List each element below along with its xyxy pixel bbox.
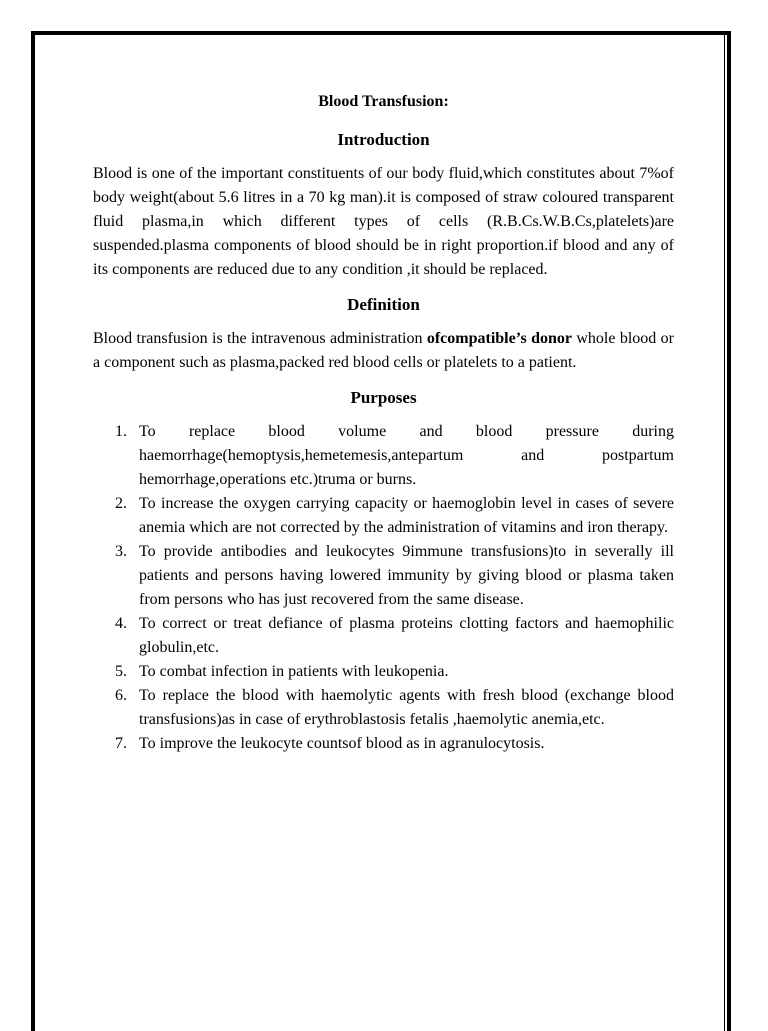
purpose-item: [93, 612, 674, 660]
purposes-heading: Purposes: [350, 388, 417, 407]
definition-text-bold: ofcompatible’s donor: [426, 330, 572, 347]
purpose-number: 5.: [115, 663, 127, 680]
purpose-item: [93, 492, 674, 540]
purpose-number: 2.: [115, 495, 127, 512]
document-body: [93, 90, 674, 756]
definition-text-start: Blood transfusion is the intravenous administration: [93, 330, 427, 347]
introduction-heading: Introduction: [337, 130, 430, 149]
purpose-text: To increase the oxygen carrying capacity or haemoglobin level in cases of severe anemia which are not corrected by the administration of vitamins and iron therapy.: [139, 495, 674, 536]
purpose-item: [93, 660, 674, 684]
definition-heading: Definition: [347, 295, 420, 314]
purpose-text: To replace blood volume and blood pressure during haemorrhage(hemoptysis,hemetemesis,antepartum and postpartum hemorrhage,operations etc.)truma or burns.: [139, 423, 674, 488]
purpose-number: 6.: [115, 687, 127, 704]
introduction-paragraph: Blood is one of the important constituents of our body fluid,which constitutes about 7%of body weight(about 5.6 litres in a 70 kg man).it is composed of straw coloured transparent fluid plasma,in which different types of cells (R.B.Cs.W.B.Cs,platelets)are suspended.plasma components of blood should be in right proportion.if blood and any of its components are reduced due to any condition ,it should be replaced.: [93, 165, 674, 278]
purpose-item: [93, 732, 674, 756]
purposes-list: [93, 420, 674, 756]
purpose-number: 7.: [115, 735, 127, 752]
purpose-text: To combat infection in patients with leukopenia.: [139, 663, 449, 680]
purpose-number: 3.: [115, 543, 127, 560]
purpose-item: [93, 420, 674, 492]
purpose-text: To replace the blood with haemolytic agents with fresh blood (exchange blood transfusions)as in case of erythroblastosis fetalis ,haemolytic anemia,etc.: [139, 687, 674, 728]
purpose-text: To correct or treat defiance of plasma proteins clotting factors and haemophilic globulin,etc.: [139, 615, 674, 656]
purpose-item: [93, 684, 674, 732]
purpose-number: 4.: [115, 615, 127, 632]
document-title: Blood Transfusion:: [318, 93, 449, 110]
definition-paragraph: [93, 327, 674, 375]
purpose-item: [93, 540, 674, 612]
purpose-number: 1.: [115, 423, 127, 440]
definition-text-end: whole blood or a component such as plasma,packed red blood cells or platelets to a patient.: [93, 330, 675, 371]
purpose-text: To provide antibodies and leukocytes 9immune transfusions)to in severally ill patients and persons having lowered immunity by giving blood or plasma taken from persons who has just recovered from the same disease.: [139, 543, 674, 608]
purpose-text: To improve the leukocyte countsof blood as in agranulocytosis.: [139, 735, 545, 752]
